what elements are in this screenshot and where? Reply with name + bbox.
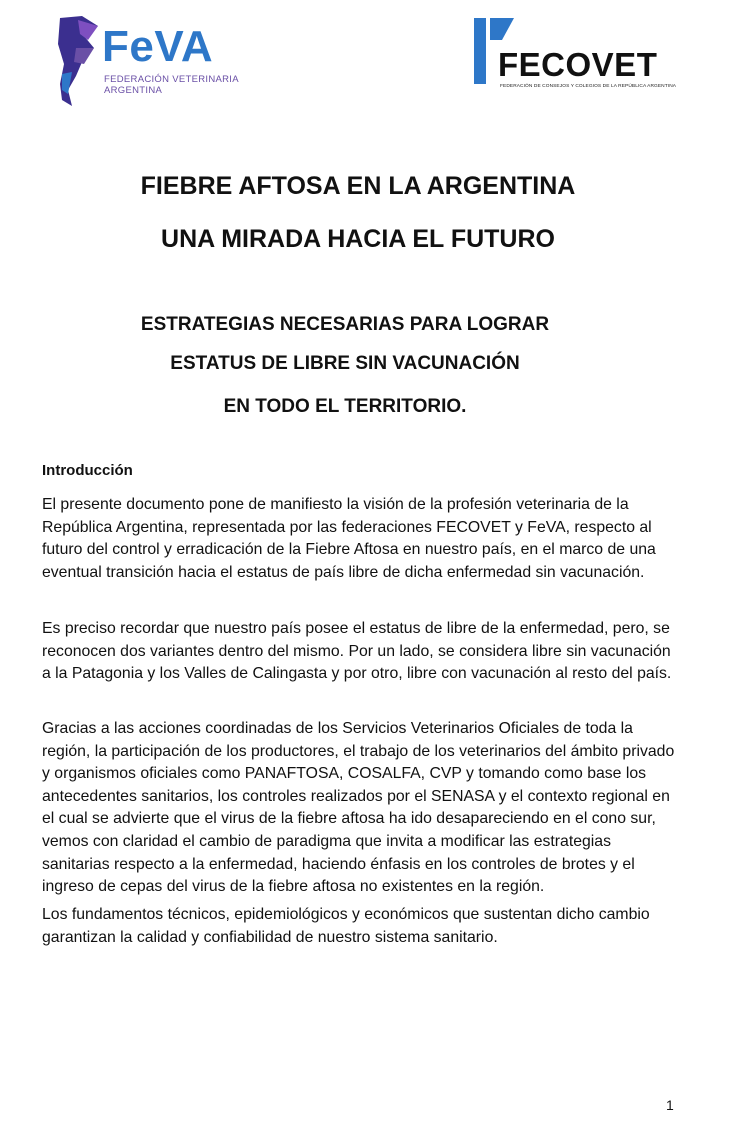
feva-wordmark: FeVA bbox=[102, 22, 214, 71]
paragraph-3: Gracias a las acciones coordinadas de los Servicios Veterinarios Oficiales de toda la región, la participación de los productores, el trabajo de los veterinarios del ámbito privado y organismos oficiales como PANAFTOSA, COSALFA, CVP y tomando como base los antecedentes sanitarios, los controles realizados por el SENASA y el contexto regional en el cual se advierte que el virus de la fiebre aftosa ha ido desapareciendo en el cono sur, vemos con claridad el cambio de paradigma que invita a modificar las estrategias sanitarias respecto a la enfermedad, haciendo énfasis en los controles de brotes y el ingreso de cepas del virus de la fiebre aftosa no existentes en la región. bbox=[42, 720, 675, 896]
fecovet-wordmark: FECOVET bbox=[498, 46, 658, 83]
fecovet-tagline: FEDERACIÓN DE CONSEJOS Y COLEGIOS DE LA REPÚBLICA ARGENTINA bbox=[500, 84, 677, 89]
feva-logo bbox=[54, 14, 244, 110]
section-heading: Introducción bbox=[42, 462, 133, 479]
argentina-map-icon bbox=[54, 14, 102, 110]
feva-tagline bbox=[104, 74, 239, 96]
title-line-2: UNA MIRADA HACIA EL FUTURO bbox=[161, 225, 555, 253]
subtitle-line-3: EN TODO EL TERRITORIO. bbox=[223, 396, 467, 417]
paragraph-4: Los fundamentos técnicos, epidemiológicos y económicos que sustentan dicho cambio garantizan la calidad y confiabilidad de nuestro sistema sanitario. bbox=[42, 906, 650, 946]
paragraph-2: Es preciso recordar que nuestro país posee el estatus de libre de la enfermedad, pero, se reconocen dos variantes dentro del mismo. Por un lado, se considera libre sin vacunación a la Patagonia y los Valles de Calingasta y por otro, libre con vacunación al resto del país. bbox=[42, 620, 672, 683]
paragraph-1: El presente documento pone de manifiesto la visión de la profesión veterinaria de la República Argentina, representada por las federaciones FECOVET y FeVA, respecto al futuro del control y erradicación de la Fiebre Aftosa en nuestro país, en el marco de una eventual transición hacia el estatus de país libre de dicha enfermedad sin vacunación. bbox=[42, 496, 656, 581]
feva-tagline-line2: ARGENTINA bbox=[104, 85, 163, 96]
feva-tagline-line1: FEDERACIÓN VETERINARIA bbox=[104, 74, 239, 85]
fecovet-logo bbox=[472, 16, 682, 96]
title-line-1: FIEBRE AFTOSA EN LA ARGENTINA bbox=[140, 172, 576, 200]
subtitle-line-1: ESTRATEGIAS NECESARIAS PARA LOGRAR bbox=[140, 314, 550, 335]
page-number: 1 bbox=[666, 1097, 674, 1113]
subtitle-line-2: ESTATUS DE LIBRE SIN VACUNACIÓN bbox=[170, 353, 520, 374]
